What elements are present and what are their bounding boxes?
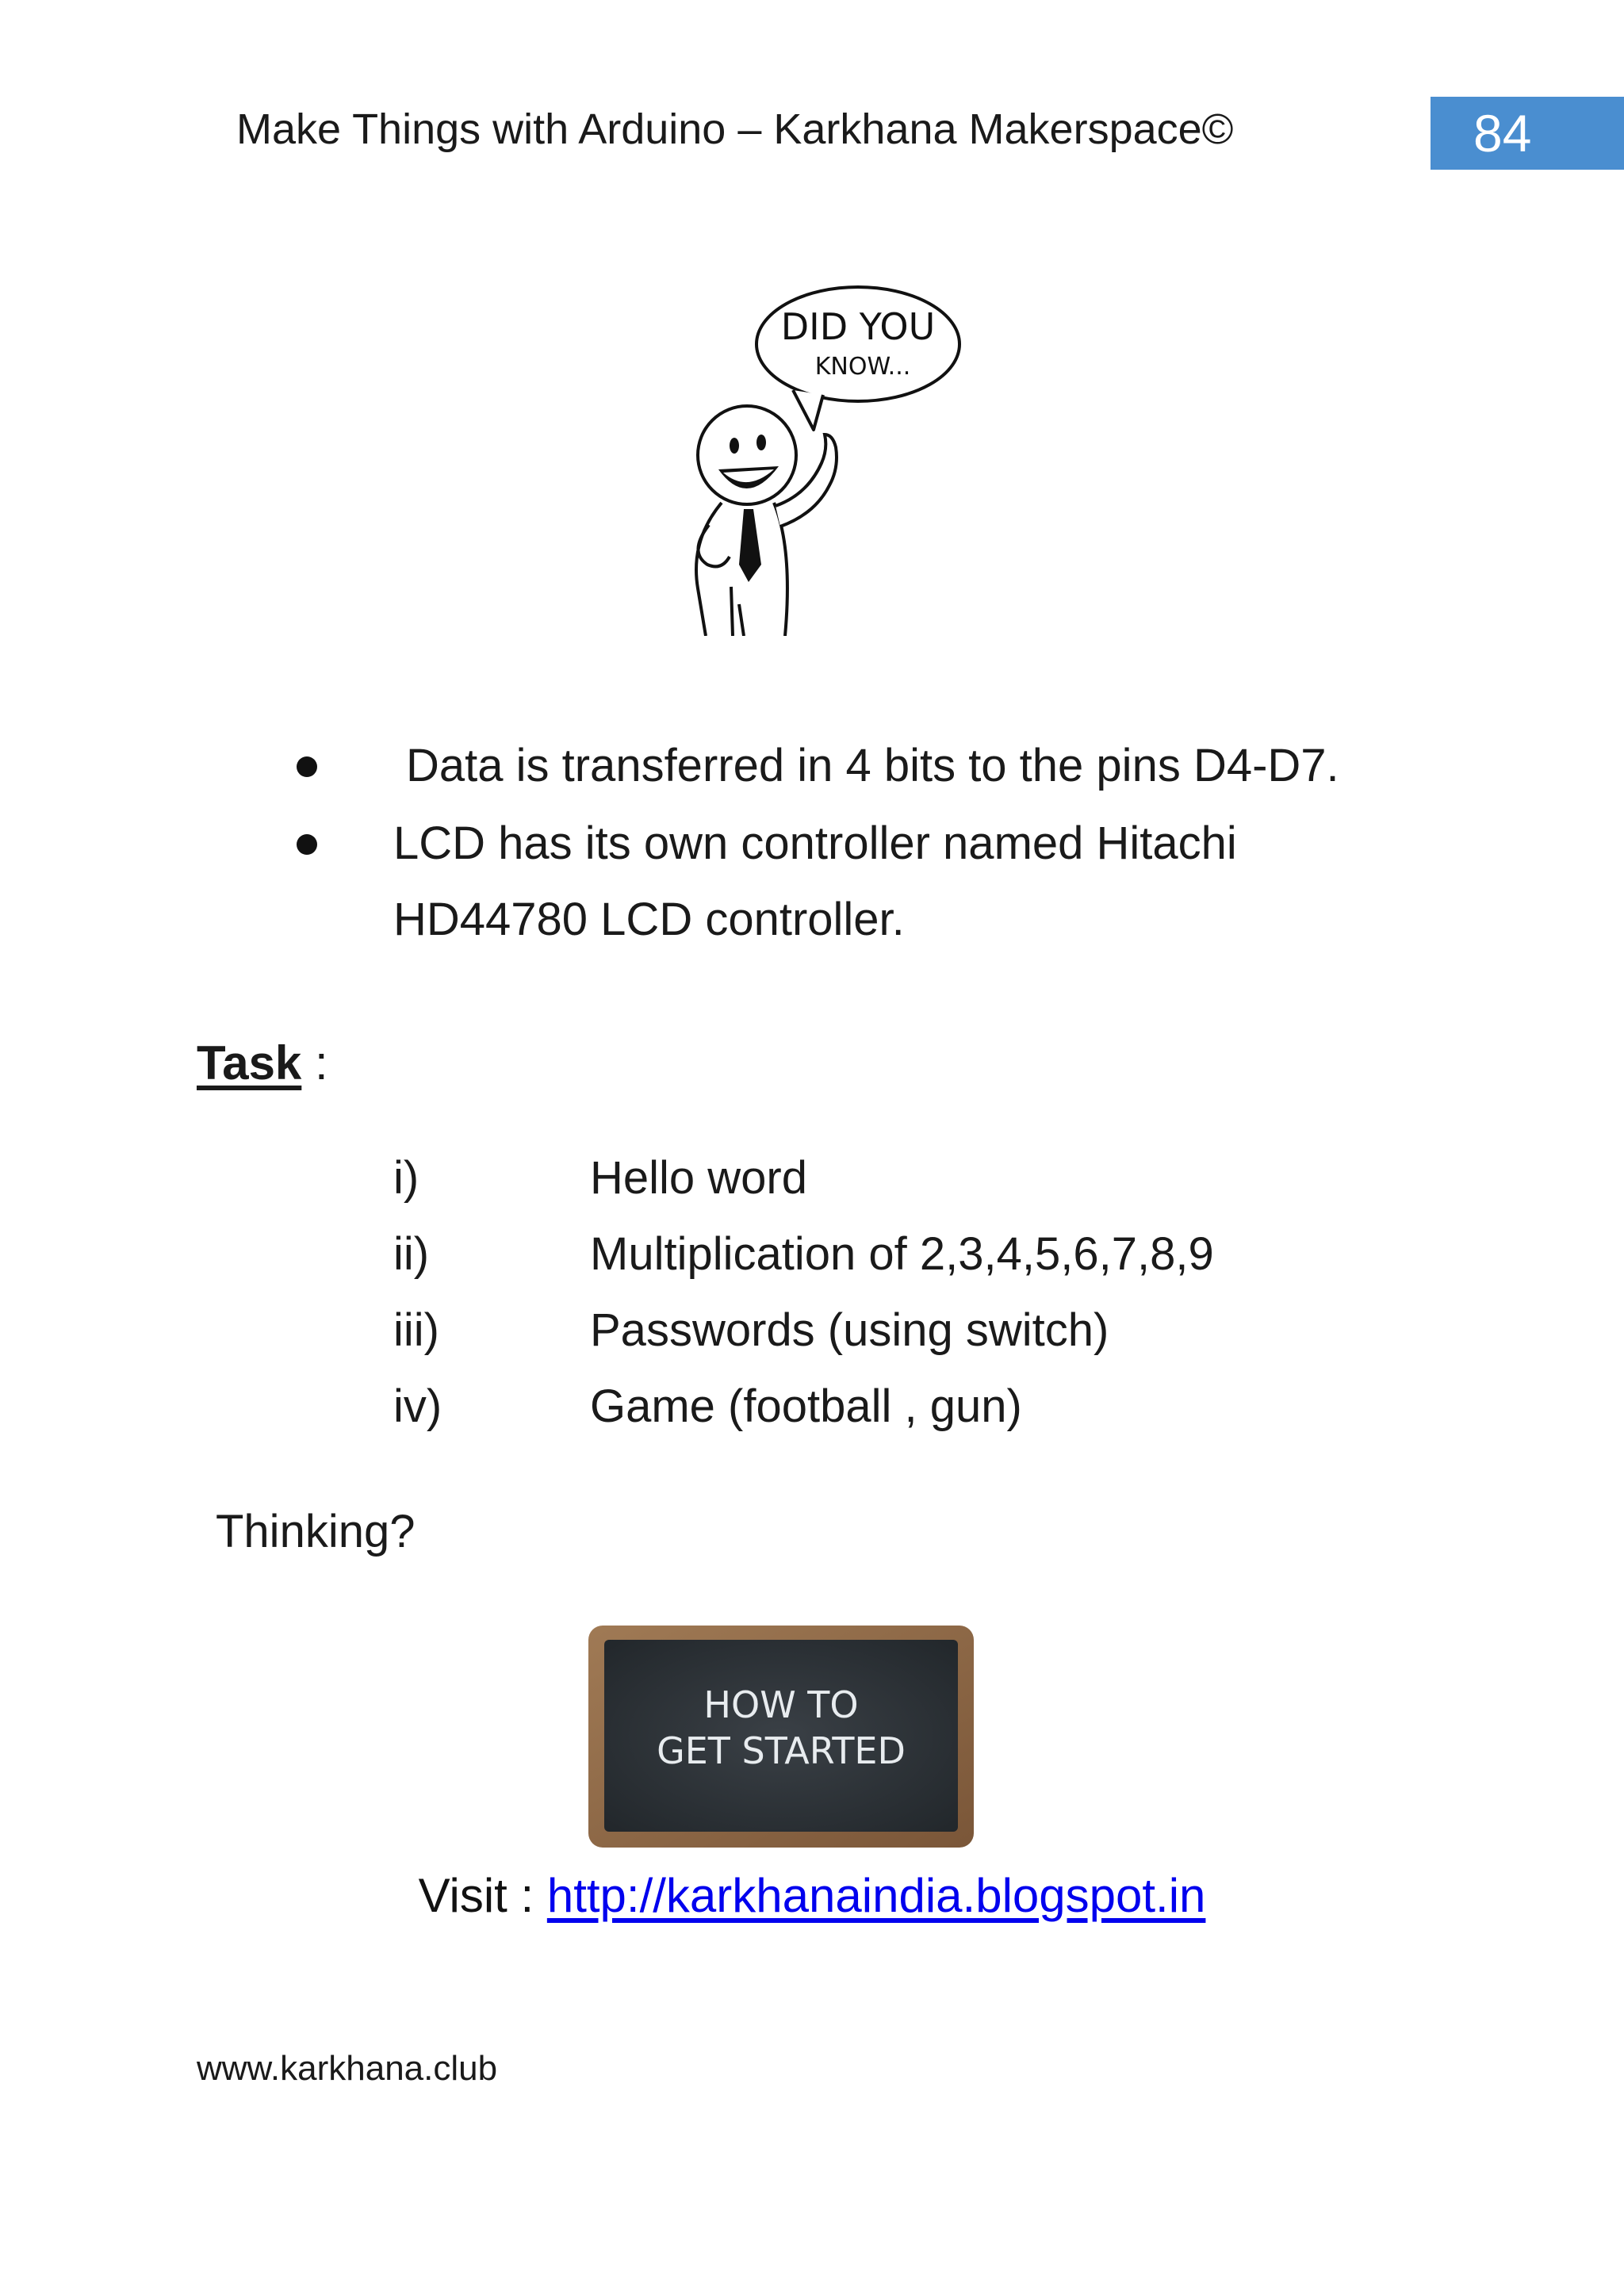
page-number-badge: 84	[1431, 97, 1624, 170]
bullet-icon	[297, 834, 317, 855]
bullet-icon	[297, 756, 317, 777]
bullet-text: Data is transferred in 4 bits to the pins D4-D7.	[406, 740, 1339, 791]
task-heading-label: Task	[197, 1036, 302, 1089]
task-text: Multiplication of 2,3,4,5,6,7,8,9	[590, 1228, 1214, 1280]
bullet-text: LCD has its own controller named Hitachi HD44780 LCD controller.	[393, 818, 1237, 945]
task-text: Passwords (using switch)	[590, 1304, 1109, 1356]
task-number: iv)	[393, 1381, 442, 1432]
chalkboard-line1: HOW TO	[703, 1683, 859, 1726]
visit-prefix: Visit :	[418, 1869, 547, 1922]
task-number: i)	[393, 1152, 419, 1204]
task-text: Game (football , gun)	[590, 1381, 1022, 1432]
task-number: iii)	[393, 1304, 439, 1356]
list-item	[0, 1227, 1624, 1304]
chalkboard-line2: GET STARTED	[657, 1729, 906, 1772]
footer-website: www.karkhana.club	[197, 2049, 498, 2088]
did-you-know-line1: DID YOU	[780, 305, 936, 348]
list-item	[0, 1380, 1624, 1456]
did-you-know-cartoon	[674, 279, 967, 636]
blog-link[interactable]: http://karkhanaindia.blogspot.in	[546, 1869, 1206, 1922]
task-heading-colon: :	[301, 1036, 328, 1089]
did-you-know-line2: KNOW...	[814, 353, 911, 381]
task-number: ii)	[393, 1228, 430, 1280]
task-text: Hello word	[590, 1152, 807, 1204]
list-item	[0, 1304, 1624, 1380]
list-item	[0, 1151, 1624, 1227]
visit-line	[0, 1868, 1624, 1923]
running-header-title: Make Things with Arduino – Karkhana Makerspace©	[236, 105, 1234, 153]
how-to-get-started-chalkboard	[587, 1624, 975, 1849]
thinking-prompt: Thinking?	[216, 1506, 416, 1557]
task-heading	[197, 1036, 328, 1090]
